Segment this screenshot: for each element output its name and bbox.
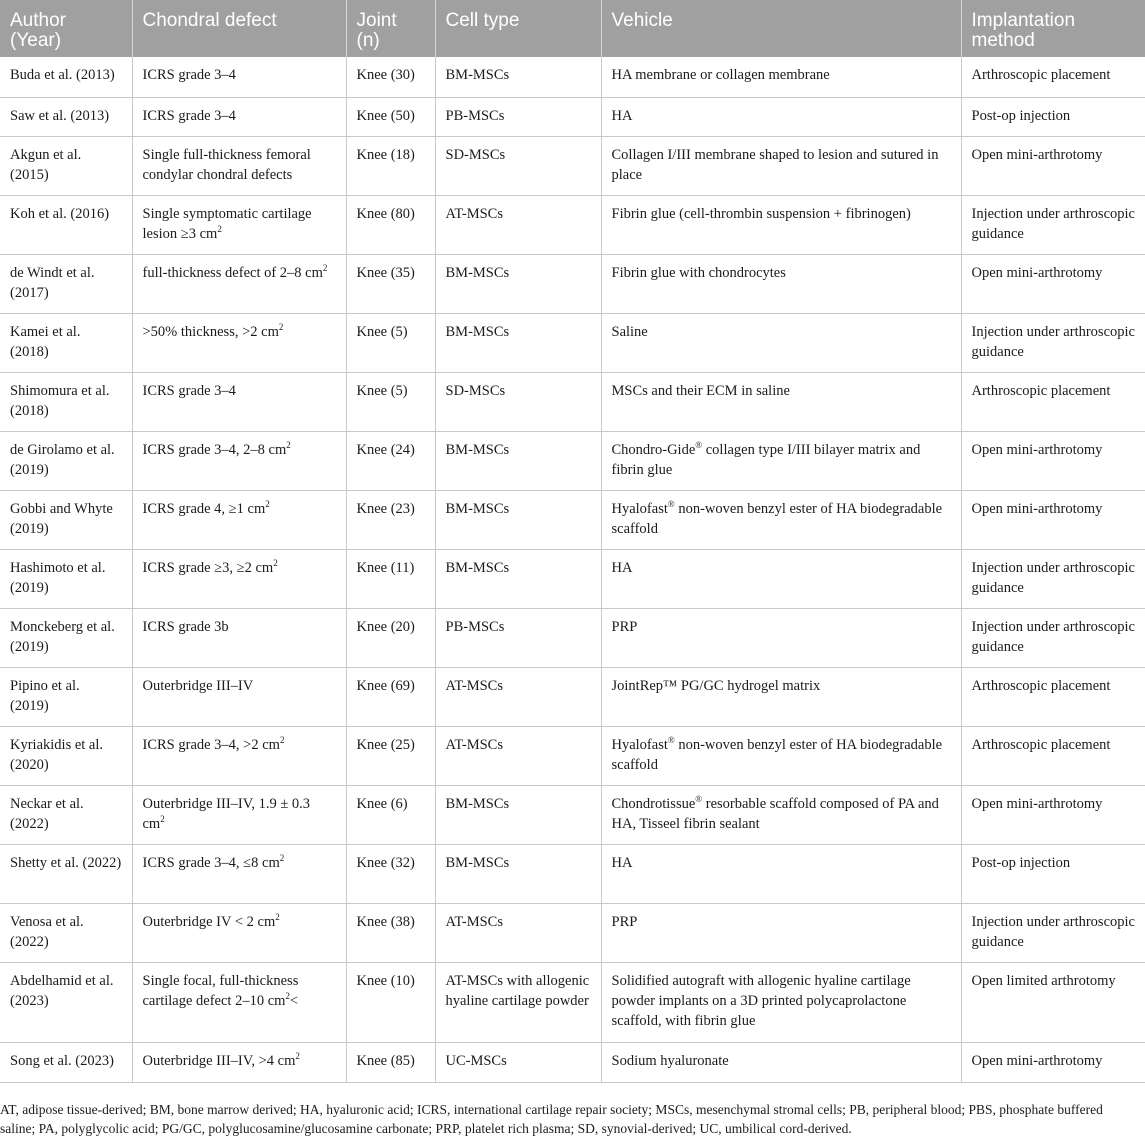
cell-chondral-defect: Single symptomatic cartilage lesion ≥3 $cm^2$ [132, 195, 346, 254]
cell-chondral-defect: ICRS grade 3–4 [132, 97, 346, 136]
table-row [0, 667, 1145, 726]
cell-joint: Knee (69) [346, 667, 435, 726]
cell-vehicle: Fibrin glue with chondrocytes [601, 254, 961, 313]
cell-chondral-defect: Single full-thickness femoral condylar chondral defects [132, 136, 346, 195]
cell-chondral-defect: ICRS grade 4, ≥1 $cm^2$ [132, 490, 346, 549]
cell-cell-type: BM-MSCs [435, 431, 601, 490]
cell-chondral-defect: >50% thickness, >2 $cm^2$ [132, 313, 346, 372]
cell-author: Hashimoto et al. (2019) [0, 549, 132, 608]
cell-vehicle: HA [601, 97, 961, 136]
cell-implantation-method: Injection under arthroscopic guidance [961, 608, 1145, 667]
cell-implantation-method: Open mini-arthrotomy [961, 490, 1145, 549]
cell-author: Pipino et al. (2019) [0, 667, 132, 726]
cell-vehicle: PRP [601, 608, 961, 667]
cell-cell-type: SD-MSCs [435, 136, 601, 195]
cell-chondral-defect: ICRS grade 3b [132, 608, 346, 667]
header-chondral-defect: Chondral defect [132, 0, 346, 57]
cell-vehicle: HA membrane or collagen membrane [601, 57, 961, 97]
cell-implantation-method: Injection under arthroscopic guidance [961, 195, 1145, 254]
cell-implantation-method: Post-op injection [961, 97, 1145, 136]
cell-joint: Knee (50) [346, 97, 435, 136]
cell-joint: Knee (35) [346, 254, 435, 313]
cell-cell-type: AT-MSCs [435, 903, 601, 962]
cell-vehicle: Saline [601, 313, 961, 372]
cell-author: Kamei et al. (2018) [0, 313, 132, 372]
cell-vehicle: HA [601, 844, 961, 903]
cell-joint: Knee (11) [346, 549, 435, 608]
cell-chondral-defect: ICRS grade 3–4, ≤8 $cm^2$ [132, 844, 346, 903]
cell-chondral-defect: ICRS grade ≥3, ≥2 $cm^2$ [132, 549, 346, 608]
cell-author: de Girolamo et al. (2019) [0, 431, 132, 490]
cell-vehicle: PRP [601, 903, 961, 962]
cell-implantation-method: Arthroscopic placement [961, 726, 1145, 785]
cell-cell-type: BM-MSCs [435, 785, 601, 844]
cell-cell-type: AT-MSCs [435, 195, 601, 254]
cell-author: Akgun et al. (2015) [0, 136, 132, 195]
table-row [0, 903, 1145, 962]
cell-cell-type: PB-MSCs [435, 608, 601, 667]
table-row [0, 962, 1145, 1042]
cell-author: Kyriakidis et al. (2020) [0, 726, 132, 785]
cell-joint: Knee (6) [346, 785, 435, 844]
cell-joint: Knee (24) [346, 431, 435, 490]
cell-cell-type: UC-MSCs [435, 1042, 601, 1082]
cell-chondral-defect: ICRS grade 3–4 [132, 372, 346, 431]
cell-joint: Knee (30) [346, 57, 435, 97]
cell-cell-type: BM-MSCs [435, 844, 601, 903]
cell-implantation-method: Injection under arthroscopic guidance [961, 313, 1145, 372]
cell-vehicle: JointRep™ PG/GC hydrogel matrix [601, 667, 961, 726]
cell-implantation-method: Arthroscopic placement [961, 57, 1145, 97]
table-row [0, 785, 1145, 844]
cell-implantation-method: Arthroscopic placement [961, 372, 1145, 431]
table-row [0, 549, 1145, 608]
cell-cell-type: BM-MSCs [435, 490, 601, 549]
cell-chondral-defect: Outerbridge III–IV, 1.9 ± 0.3 $cm^2$ [132, 785, 346, 844]
cell-chondral-defect: ICRS grade 3–4, >2 $cm^2$ [132, 726, 346, 785]
cell-cell-type: BM-MSCs [435, 313, 601, 372]
cell-author: Koh et al. (2016) [0, 195, 132, 254]
cell-cell-type: BM-MSCs [435, 549, 601, 608]
cell-joint: Knee (23) [346, 490, 435, 549]
cell-joint: Knee (85) [346, 1042, 435, 1082]
cell-implantation-method: Injection under arthroscopic guidance [961, 549, 1145, 608]
cell-vehicle: Collagen I/III membrane shaped to lesion and sutured in place [601, 136, 961, 195]
table-row [0, 97, 1145, 136]
cell-cell-type: BM-MSCs [435, 57, 601, 97]
table-row [0, 313, 1145, 372]
table-row [0, 136, 1145, 195]
table-row [0, 372, 1145, 431]
cell-implantation-method: Post-op injection [961, 844, 1145, 903]
table-row [0, 254, 1145, 313]
cell-joint: Knee (10) [346, 962, 435, 1042]
cell-joint: Knee (5) [346, 372, 435, 431]
cell-implantation-method: Open mini-arthrotomy [961, 1042, 1145, 1082]
cell-implantation-method: Open mini-arthrotomy [961, 785, 1145, 844]
cell-cell-type: BM-MSCs [435, 254, 601, 313]
cell-cell-type: PB-MSCs [435, 97, 601, 136]
header-row [0, 0, 1145, 57]
cell-implantation-method: Open limited arthrotomy [961, 962, 1145, 1042]
cell-implantation-method: Open mini-arthrotomy [961, 431, 1145, 490]
table-row [0, 490, 1145, 549]
cell-joint: Knee (18) [346, 136, 435, 195]
table-row [0, 608, 1145, 667]
cell-vehicle: Fibrin glue (cell-thrombin suspension + fibrinogen) [601, 195, 961, 254]
cell-cell-type: AT-MSCs with allogenic hyaline cartilage powder [435, 962, 601, 1042]
cell-chondral-defect: ICRS grade 3–4 [132, 57, 346, 97]
cell-cell-type: SD-MSCs [435, 372, 601, 431]
cell-vehicle: Chondrotissue® resorbable scaffold composed of PA and HA, Tisseel fibrin sealant [601, 785, 961, 844]
header-cell-type: Cell type [435, 0, 601, 57]
cell-vehicle: Solidified autograft with allogenic hyaline cartilage powder implants on a 3D printed polycaprolactone scaffold, with fibrin glue [601, 962, 961, 1042]
cell-joint: Knee (38) [346, 903, 435, 962]
cell-author: Gobbi and Whyte (2019) [0, 490, 132, 549]
cell-author: Shetty et al. (2022) [0, 844, 132, 903]
table-row [0, 57, 1145, 97]
cell-author: Song et al. (2023) [0, 1042, 132, 1082]
cell-joint: Knee (20) [346, 608, 435, 667]
cell-author: Shimomura et al. (2018) [0, 372, 132, 431]
header-joint: Joint (n) [346, 0, 435, 57]
cell-chondral-defect: Outerbridge IV < 2 $cm^2$ [132, 903, 346, 962]
cell-chondral-defect: full-thickness defect of 2–8 $cm^2$ [132, 254, 346, 313]
table-row [0, 1042, 1145, 1082]
cell-vehicle: Sodium hyaluronate [601, 1042, 961, 1082]
table-footnote: AT, adipose tissue-derived; BM, bone marrow derived; HA, hyaluronic acid; ICRS, international cartilage repair society; MSCs, mesenchymal stromal cells; PB, peripheral blood; PBS, phosphate buffered saline; PA, polyglycolic acid; PG/GC, polyglucosamine/glucosamine carbonate; PRP, platelet rich plasma; SD, synovial-derived; UC, umbilical cord-derived. [0, 1102, 1103, 1136]
cell-joint: Knee (5) [346, 313, 435, 372]
cell-implantation-method: Injection under arthroscopic guidance [961, 903, 1145, 962]
cell-joint: Knee (25) [346, 726, 435, 785]
cell-author: Abdelhamid et al. (2023) [0, 962, 132, 1042]
cell-vehicle: Chondro-Gide® collagen type I/III bilayer matrix and fibrin glue [601, 431, 961, 490]
cell-chondral-defect: ICRS grade 3–4, 2–8 $cm^2$ [132, 431, 346, 490]
cell-author: Buda et al. (2013) [0, 57, 132, 97]
cell-cell-type: AT-MSCs [435, 667, 601, 726]
header-implantation-method: Implantation method [961, 0, 1145, 57]
cell-vehicle: Hyalofast® non-woven benzyl ester of HA biodegradable scaffold [601, 490, 961, 549]
cell-author: Venosa et al. (2022) [0, 903, 132, 962]
cell-author: Monckeberg et al. (2019) [0, 608, 132, 667]
table-row [0, 195, 1145, 254]
header-author: Author (Year) [0, 0, 132, 57]
cell-author: Saw et al. (2013) [0, 97, 132, 136]
cell-author: de Windt et al. (2017) [0, 254, 132, 313]
cell-vehicle: Hyalofast® non-woven benzyl ester of HA biodegradable scaffold [601, 726, 961, 785]
cell-vehicle: HA [601, 549, 961, 608]
table-row [0, 431, 1145, 490]
cell-author: Neckar et al. (2022) [0, 785, 132, 844]
table-row [0, 726, 1145, 785]
cell-joint: Knee (32) [346, 844, 435, 903]
cell-implantation-method: Arthroscopic placement [961, 667, 1145, 726]
cell-cell-type: AT-MSCs [435, 726, 601, 785]
cell-chondral-defect: Outerbridge III–IV [132, 667, 346, 726]
cell-vehicle: MSCs and their ECM in saline [601, 372, 961, 431]
cell-chondral-defect: Outerbridge III–IV, >4 $cm^2$ [132, 1042, 346, 1082]
table-row [0, 844, 1145, 903]
cell-joint: Knee (80) [346, 195, 435, 254]
cell-implantation-method: Open mini-arthrotomy [961, 136, 1145, 195]
header-vehicle: Vehicle [601, 0, 961, 57]
cell-implantation-method: Open mini-arthrotomy [961, 254, 1145, 313]
cell-chondral-defect: Single focal, full-thickness cartilage defect 2–10 $cm^2<$ [132, 962, 346, 1042]
